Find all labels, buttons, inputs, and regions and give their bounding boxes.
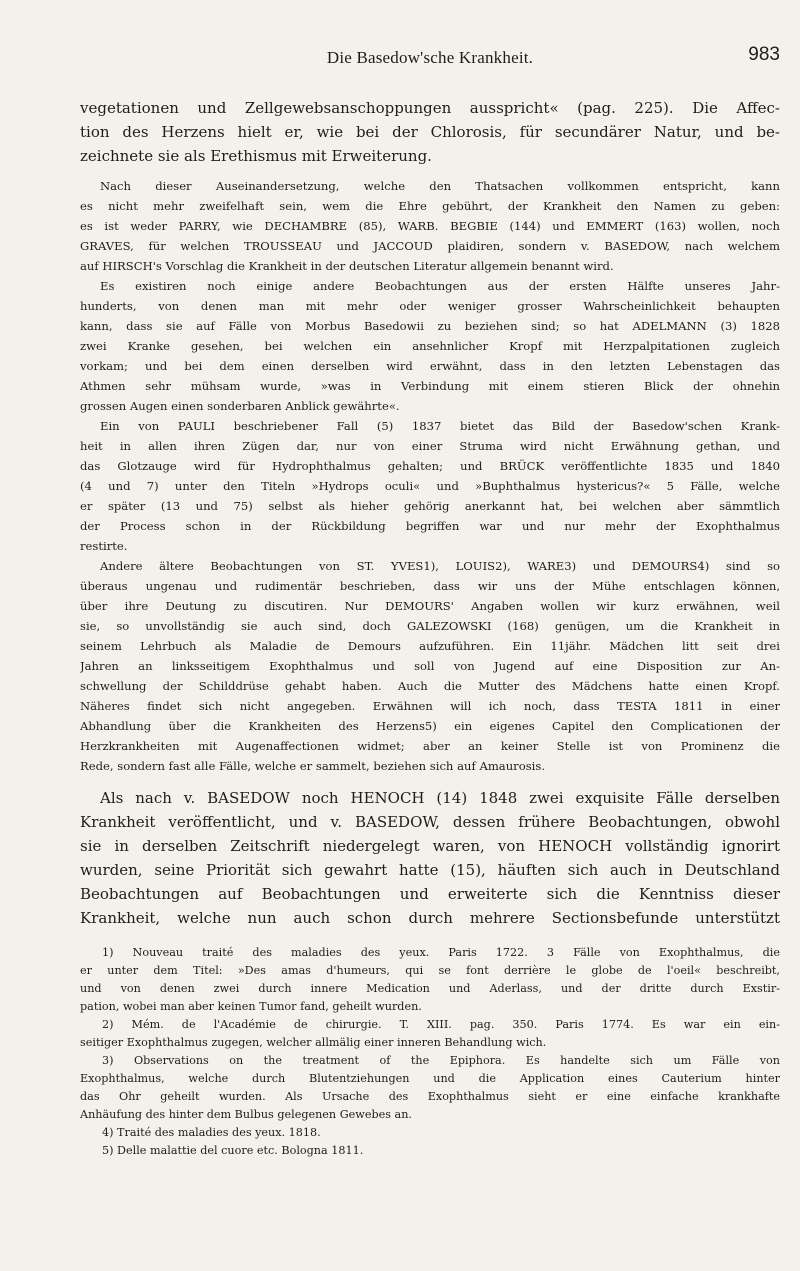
footnote-line: seitiger Exophthalmus zugegen, welcher allmälig einer inneren Behandlung wich. xyxy=(80,1036,547,1049)
page-header xyxy=(80,44,780,74)
small-print-line: (4 und 7) unter den Titeln »Hydrops oculi« und »Buphthalmus hystericus?« 5 Fälle, welche xyxy=(80,479,780,493)
small-print-line: Athmen sehr mühsam wurde, »was in Verbindung mit einem stieren Blick der ohnehin xyxy=(80,379,780,393)
footnote-line: 4) Traité des maladies des yeux. 1818. xyxy=(102,1126,321,1139)
small-print-line: Rede, sondern fast alle Fälle, welche er sammelt, beziehen sich auf Amaurosis. xyxy=(80,759,546,773)
small-print-line: es ist weder PARRY, wie DECHAMBRE (85), WARB. BEGBIE (144) und EMMERT (163) wollen, noch xyxy=(80,219,780,233)
footnote-line: Anhäufung des hinter dem Bulbus gelegenen Gewebes an. xyxy=(80,1108,412,1121)
small-print-line: das Glotzauge wird für Hydrophthalmus gehalten; und BRÜCK veröffentlichte 1835 und 1840 xyxy=(80,459,780,473)
footnote-line: das Ohr geheilt wurden. Als Ursache des Exophthalmus sieht er eine einfache krankhafte xyxy=(80,1090,780,1103)
footnote-line: Exophthalmus, welche durch Blutentziehungen und die Application eines Cauterium hinter xyxy=(80,1072,780,1085)
body-line: Krankheit veröffentlicht, und v. BASEDOW, dessen frühere Beobachtungen, obwohl xyxy=(80,813,780,831)
small-print-line: der Process schon in der Rückbildung begriffen war und nur mehr der Exophthalmus xyxy=(80,519,780,533)
small-print-line: GRAVES, für welchen TROUSSEAU und JACCOUD plaidiren, sondern v. BASEDOW, nach welchem xyxy=(80,239,780,253)
small-print-line: Ein von PAULI beschriebener Fall (5) 1837 bietet das Bild der Basedow'schen Krank- xyxy=(100,419,780,433)
small-print-line: zwei Kranke gesehen, bei welchen ein ansehnlicher Kropf mit Herzpalpitationen zugleich xyxy=(80,339,780,353)
footnote-line: 3) Observations on the treatment of the Epiphora. Es handelte sich um Fälle von xyxy=(102,1054,780,1067)
small-print-line: auf HIRSCH's Vorschlag die Krankheit in der deutschen Literatur allgemein benannt wird. xyxy=(80,259,614,273)
footnote-line: 5) Delle malattie del cuore etc. Bologna 1811. xyxy=(102,1144,364,1157)
footnote-line: 1) Nouveau traité des maladies des yeux. Paris 1722. 3 Fälle von Exophthalmus, die xyxy=(102,946,780,959)
small-print-line: vorkam; und bei dem einen derselben wird erwähnt, dass in den letzten Lebenstagen das xyxy=(80,359,780,373)
small-print-line: schwellung der Schilddrüse gehabt haben. Auch die Mutter des Mädchens hatte einen Kropf. xyxy=(80,679,780,693)
body-line: zeichnete sie als Erethismus mit Erweiterung. xyxy=(80,147,432,165)
body-line: vegetationen und Zellgewebsanschoppungen ausspricht« (pag. 225). Die Affec- xyxy=(80,99,780,117)
small-print-line: hunderts, von denen man mit mehr oder weniger grosser Wahrscheinlichkeit behaupten xyxy=(80,299,780,313)
small-print-line: heit in allen ihren Zügen dar, nur von einer Struma wird nicht Erwähnung gethan, und xyxy=(80,439,780,453)
page-number: 983 xyxy=(748,44,780,65)
body-line: sie in derselben Zeitschrift niedergelegt waren, von HENOCH vollständig ignorirt xyxy=(80,837,780,855)
footnote-line: pation, wobei man aber keinen Tumor fand, geheilt wurden. xyxy=(80,1000,422,1013)
small-print-line: Abhandlung über die Krankheiten des Herzens5) ein eigenes Capitel den Complicationen der xyxy=(80,719,780,733)
body-line: Als nach v. BASEDOW noch HENOCH (14) 1848 zwei exquisite Fälle derselben xyxy=(100,789,780,807)
small-print-line: sie, so unvollständig sie auch sind, doch GALEZOWSKI (168) genügen, um die Krankheit in xyxy=(80,619,780,633)
small-print-line: kann, dass sie auf Fälle von Morbus Basedowii zu beziehen sind; so hat ADELMANN (3) 1828 xyxy=(80,319,780,333)
body-line: Beobachtungen auf Beobachtungen und erweiterte sich die Kenntniss dieser xyxy=(80,885,780,903)
footnote-line: 2) Mém. de l'Académie de chirurgie. T. XIII. pag. 350. Paris 1774. Es war ein ein- xyxy=(102,1018,780,1031)
running-title: Die Basedow'sche Krankheit. xyxy=(326,48,534,67)
small-print-line: Es existiren noch einige andere Beobachtungen aus der ersten Hälfte unseres Jahr- xyxy=(100,279,780,293)
body-line: Krankheit, welche nun auch schon durch mehrere Sectionsbefunde unterstützt xyxy=(80,909,780,927)
small-print-line: grossen Augen einen sonderbaren Anblick gewährte«. xyxy=(80,399,400,413)
small-print-line: Andere ältere Beobachtungen von ST. YVES1), LOUIS2), WARE3) und DEMOURS4) sind so xyxy=(100,559,780,573)
small-print-line: überaus ungenau und rudimentär beschrieben, dass wir uns der Mühe entschlagen können, xyxy=(80,579,780,593)
small-print-line: restirte. xyxy=(80,539,128,553)
small-print-line: seinem Lehrbuch als Maladie de Demours aufzuführen. Ein 11jähr. Mädchen litt seit drei xyxy=(80,639,780,653)
small-print-line: es nicht mehr zweifelhaft sein, wem die Ehre gebührt, der Krankheit den Namen zu geben: xyxy=(80,199,780,213)
small-print-line: er später (13 und 75) selbst als hieher gehörig anerkannt hat, bei welchen aber sämmtlich xyxy=(80,499,780,513)
body-line: wurden, seine Priorität sich gewahrt hatte (15), häuften sich auch in Deutschland xyxy=(80,861,780,879)
small-print-line: Jahren an linksseitigem Exophthalmus und soll von Jugend auf eine Disposition zur An- xyxy=(80,659,780,673)
small-print-line: über ihre Deutung zu discutiren. Nur DEMOURS' Angaben wollen wir kurz erwähnen, weil xyxy=(80,599,780,613)
body-line: tion des Herzens hielt er, wie bei der Chlorosis, für secundärer Natur, und be- xyxy=(80,123,780,141)
small-print-line: Näheres findet sich nicht angegeben. Erwähnen will ich noch, dass TESTA 1811 in einer xyxy=(80,699,780,713)
small-print-line: Herzkrankheiten mit Augenaffectionen widmet; aber an keiner Stelle ist von Prominenz die xyxy=(80,739,780,753)
footnote-line: und von denen zwei durch innere Medication und Aderlass, und der dritte durch Exstir- xyxy=(80,982,780,995)
small-print-line: Nach dieser Auseinandersetzung, welche den Thatsachen vollkommen entspricht, kann xyxy=(100,179,780,193)
footnote-line: er unter dem Titel: »Des amas d'humeurs, qui se font derrière le globe de l'oeil« beschreibt, xyxy=(80,964,780,977)
